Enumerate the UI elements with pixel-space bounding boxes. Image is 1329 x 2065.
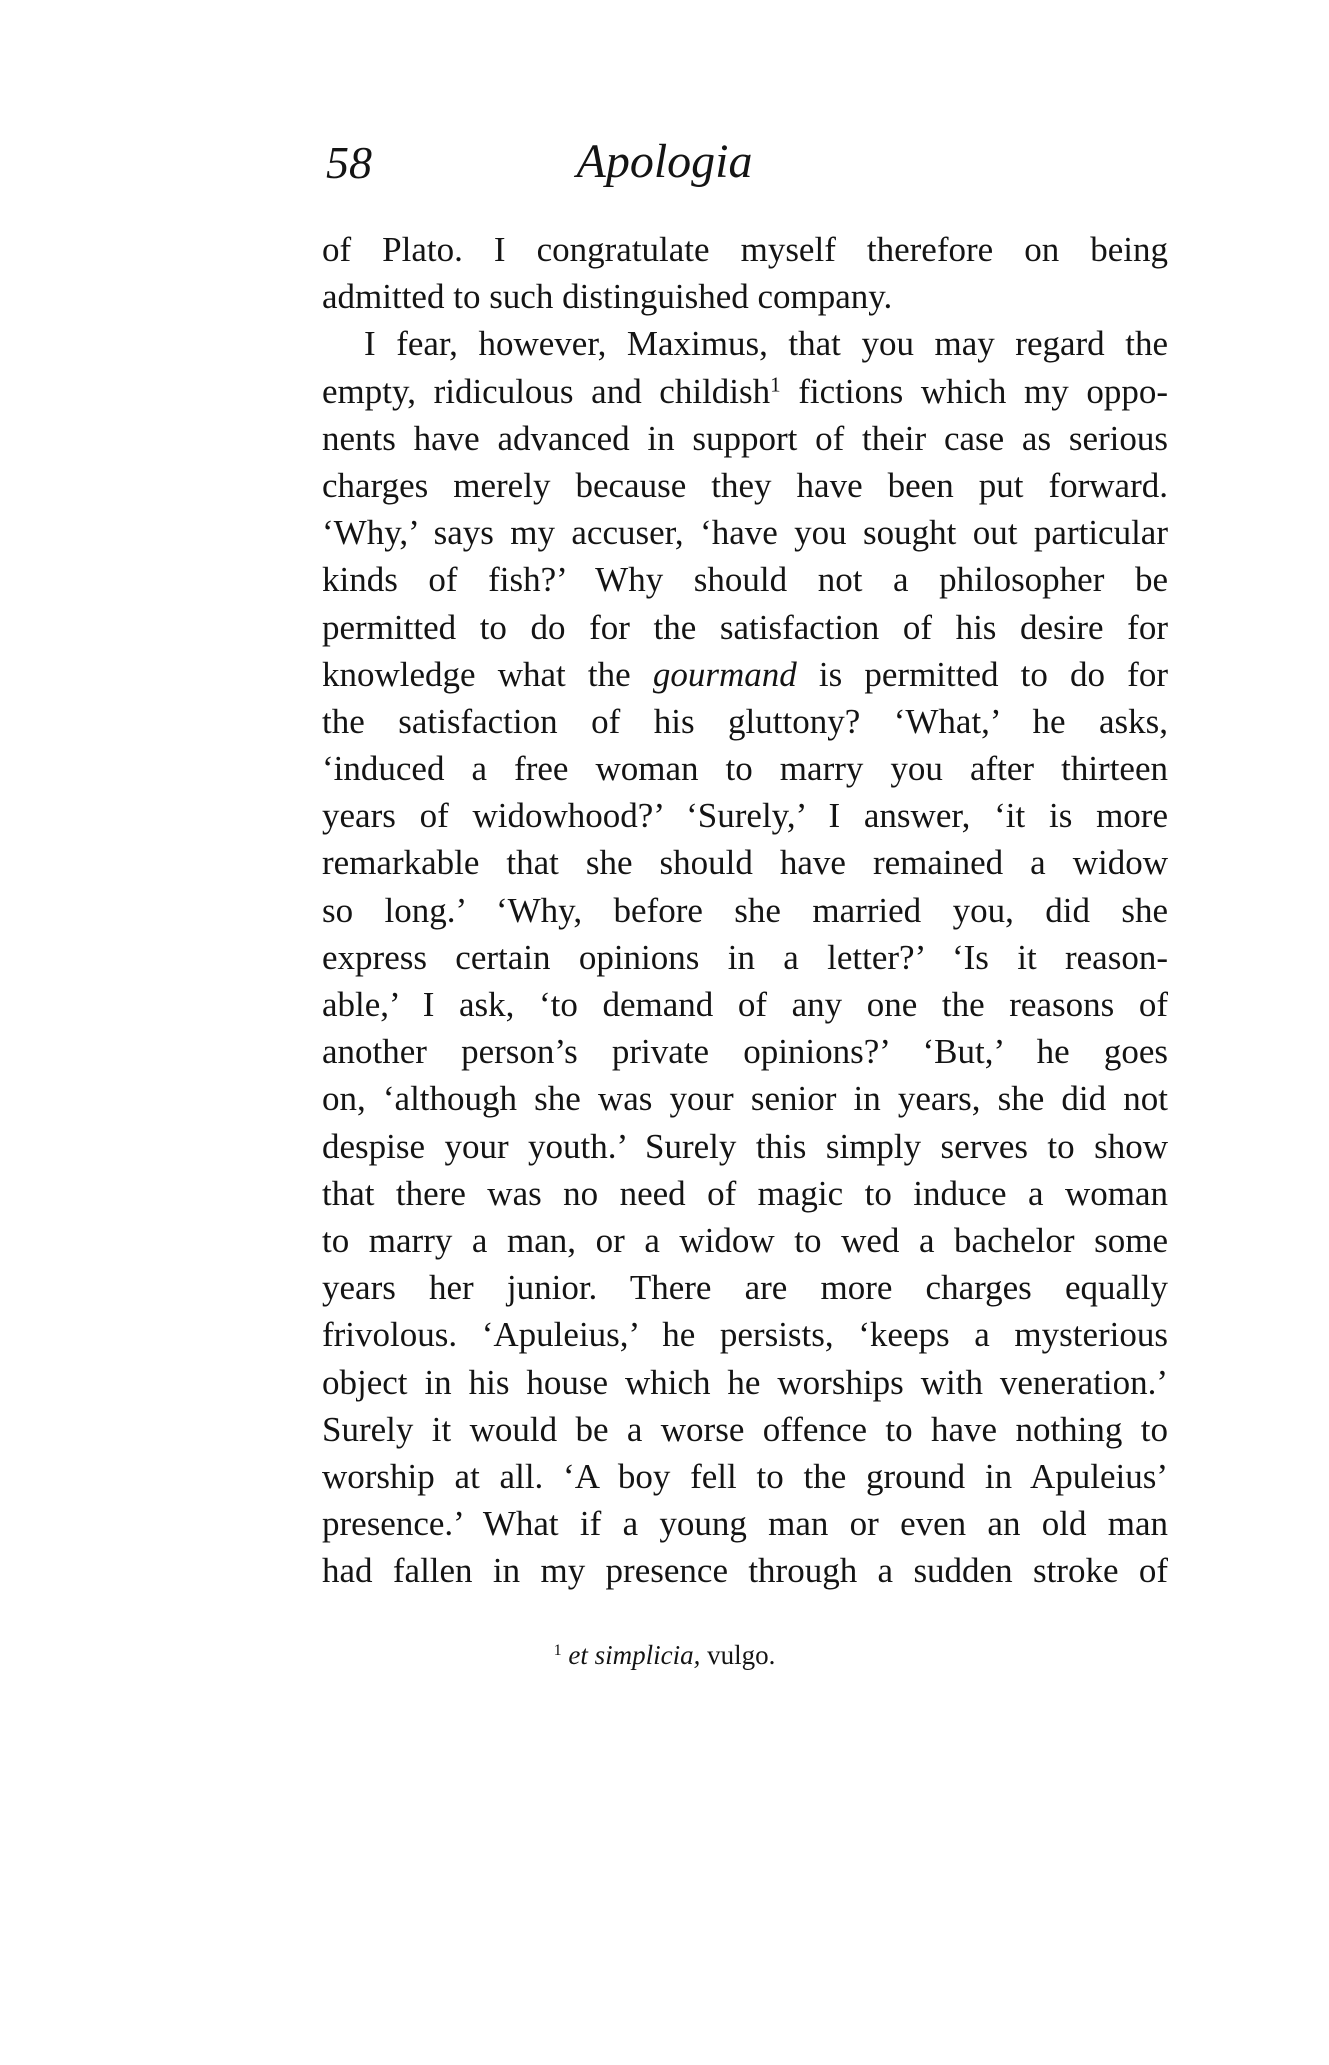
- footnote-italic-text: et simplicia,: [568, 1640, 701, 1670]
- text-line: [322, 368, 1168, 415]
- text-line: of Plato. I congratulate myself therefore on being: [322, 230, 1168, 269]
- text-fragment: knowledge what the: [322, 654, 631, 694]
- italic-term: gourmand: [652, 654, 797, 694]
- text-line: express certain opinions in a letter?’ ‘Is it reason-: [322, 937, 1168, 977]
- text-line: had fallen in my presence through a sudden stroke of: [322, 1551, 1168, 1591]
- text-line: on, ‘although she was your senior in years, she did not: [322, 1079, 1168, 1119]
- text-line: able,’ I ask, ‘to demand of any one the reasons of: [322, 985, 1168, 1024]
- text-line: that there was no need of magic to induce a woman: [322, 1173, 1168, 1213]
- text-line: Surely it would be a worse offence to have nothing to: [322, 1409, 1168, 1449]
- text-line: frivolous. ‘Apuleius,’ he persists, ‘keeps a mysterious: [322, 1315, 1168, 1355]
- text-line: to marry a man, or a widow to wed a bachelor some: [322, 1220, 1168, 1260]
- text-line: object in his house which he worships with veneration.’: [322, 1362, 1168, 1402]
- page-number: 58: [326, 137, 372, 188]
- text-line: so long.’ ‘Why, before she married you, did she: [322, 890, 1168, 930]
- text-fragment: empty, ridiculous and childish: [322, 371, 771, 411]
- text-line: worship at all. ‘A boy fell to the ground in Apuleius’: [322, 1456, 1168, 1496]
- footnote-reference: 1: [770, 372, 781, 397]
- text-line: charges merely because they have been put forward.: [322, 465, 1168, 505]
- running-head-title: Apologia: [576, 135, 753, 188]
- text-line: permitted to do for the satisfaction of his desire for: [322, 607, 1168, 647]
- text-line: the satisfaction of his gluttony? ‘What,’ he asks,: [322, 701, 1168, 741]
- body-text: [322, 226, 1168, 1594]
- text-fragment: is permitted to do for: [818, 654, 1168, 694]
- footnote: [0, 1642, 1329, 1669]
- text-line: admitted to such distinguished company.: [322, 277, 893, 317]
- text-line: I fear, however, Maximus, that you may regard the: [364, 324, 1168, 364]
- text-line: remarkable that she should have remained a widow: [322, 843, 1168, 883]
- footnote-text: vulgo.: [707, 1640, 776, 1670]
- text-fragment: fictions which my oppo-: [798, 371, 1168, 411]
- text-line: ‘Why,’ says my accuser, ‘have you sought out particular: [322, 513, 1168, 553]
- text-line: years of widowhood?’ ‘Surely,’ I answer, ‘it is more: [322, 796, 1168, 836]
- text-line: another person’s private opinions?’ ‘But,’ he goes: [322, 1032, 1168, 1072]
- text-line: kinds of fish?’ Why should not a philosopher be: [322, 560, 1168, 600]
- text-line: years her junior. There are more charges equally: [322, 1268, 1168, 1308]
- text-line: ‘induced a free woman to marry you after thirteen: [322, 749, 1168, 789]
- footnote-marker: 1: [553, 1641, 562, 1660]
- text-line: [322, 651, 1168, 698]
- text-line: nents have advanced in support of their case as serious: [322, 418, 1168, 458]
- text-line: presence.’ What if a young man or even an old man: [322, 1504, 1168, 1544]
- text-line: despise your youth.’ Surely this simply serves to show: [322, 1126, 1168, 1166]
